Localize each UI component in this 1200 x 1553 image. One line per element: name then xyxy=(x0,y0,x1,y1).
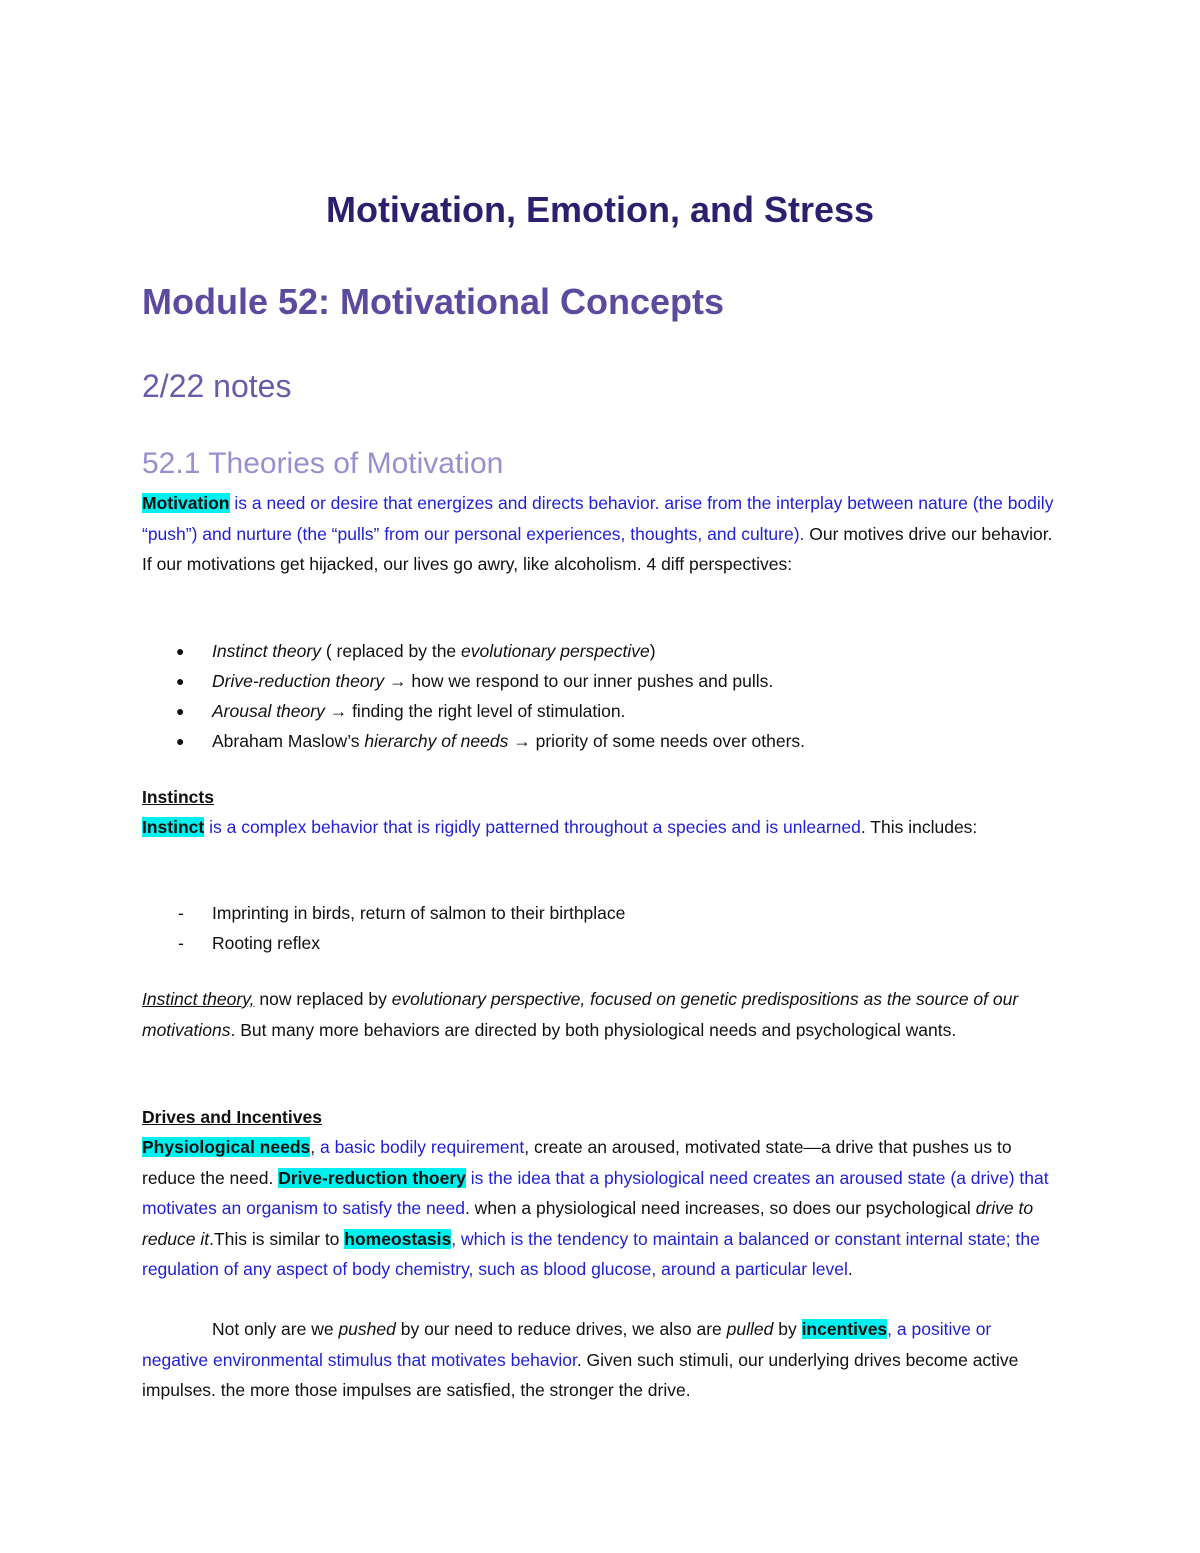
paragraph-text: Our motives drive our behavior. If our motivations get hijacked, our lives go awry, like alcoholism. 4 diff perspectives: xyxy=(142,523,1053,574)
section-heading: 52.1 Theories of Motivation xyxy=(142,447,504,480)
incentives-paragraph: Not only are we pushed by our need to reduce drives, we also are pulled by incentives, a positive or negative environmental stimulus that motivates behavior. Given such stimuli, our underlying drives become active impulses. the more those impulses are satisfied, the stronger the drive. xyxy=(142,1319,1019,1400)
definition-text: is a complex behavior that is rigidly patterned throughout a species and is unlearned xyxy=(204,817,861,837)
dash-icon: - xyxy=(178,903,184,923)
list-item: ● Arousal theory → finding the right level of stimulation. xyxy=(142,696,1058,726)
definition-text: is a need or desire that energizes and directs behavior. arise from the interplay between nature (the bodily “push”) and nurture (the “pulls” from our personal experiences, thoughts, and culture). xyxy=(142,493,1054,544)
list-item: - Rooting reflex xyxy=(142,928,1058,958)
term-highlight: homeostasis xyxy=(344,1228,452,1249)
bullet-icon: ● xyxy=(176,673,185,689)
motivation-paragraph xyxy=(142,488,1058,580)
drives-paragraph: Physiological needs, a basic bodily requirement, create an aroused, motivated state—a drive that pushes us to reduce the need. Drive-reduction thoery is the idea that a physiological need creates an aroused state (a drive) that motivates an organism to satisfy the need. when a physiological need increases, so does our psychological drive to reduce it.This is similar to homeostasis, which is the tendency to maintain a balanced or constant internal state; the regulation of any aspect of body chemistry, such as blood glucose, around a particular level. xyxy=(142,1137,1049,1279)
module-heading: Module 52: Motivational Concepts xyxy=(142,281,725,322)
instinct-paragraph: Instinct is a complex behavior that is rigidly patterned throughout a species and is unlearned. This includes: xyxy=(142,817,978,837)
instinct-theory-paragraph: Instinct theory, now replaced by evolutionary perspective, focused on genetic predispositions as the source of our motivations. But many more behaviors are directed by both physiological needs and psychological wants. xyxy=(142,989,1019,1040)
notes-date-heading: 2/22 notes xyxy=(142,368,292,404)
bullet-icon: ● xyxy=(176,703,185,719)
bullet-icon: ● xyxy=(176,643,185,659)
term-highlight: Instinct xyxy=(142,817,205,837)
term-highlight: Motivation xyxy=(142,493,230,513)
instincts-heading: Instincts xyxy=(142,787,214,807)
list-item: ● Drive-reduction theory → how we respond to our inner pushes and pulls. xyxy=(142,666,1058,696)
list-item: ● Instinct theory ( replaced by the evolutionary perspective) xyxy=(142,636,1058,666)
drives-heading: Drives and Incentives xyxy=(142,1107,322,1127)
list-item: - Imprinting in birds, return of salmon to their birthplace xyxy=(142,898,1058,928)
term-highlight: Physiological needs xyxy=(142,1137,311,1157)
perspectives-list xyxy=(142,636,1058,756)
term-highlight: Drive-reduction thoery xyxy=(278,1167,466,1188)
dash-icon: - xyxy=(178,933,184,953)
document-title: Motivation, Emotion, and Stress xyxy=(325,189,875,230)
bullet-icon: ● xyxy=(176,733,185,749)
instinct-examples-list xyxy=(142,898,1058,958)
term-highlight: incentives xyxy=(801,1319,888,1339)
list-item: ● Abraham Maslow’s hierarchy of needs → priority of some needs over others. xyxy=(142,726,1058,756)
